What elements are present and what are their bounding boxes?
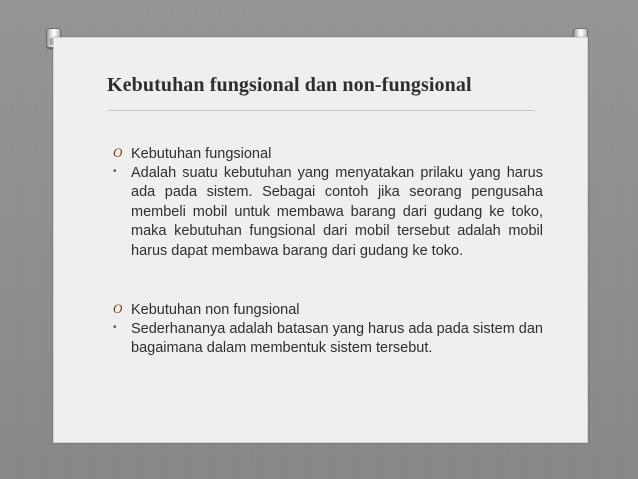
section-body: Adalah suatu kebutuhan yang menyatakan prilaku yang harus ada pada sistem. Sebagai contoh jika seorang pengusaha membeli mobil untuk membawa barang dari gudang ke toko, maka kebutuhan fungsional dari mobil tersebut adalah mobil harus dapat membawa barang dari gudang ke toko. [131,165,543,259]
section-body-row [113,164,541,261]
section-functional [113,145,541,261]
body-bullet-icon: • [113,166,117,177]
title-divider [107,110,535,111]
section-heading: Kebutuhan non fungsional [131,302,300,318]
heading-bullet-icon: O [113,301,123,316]
section-body: Sederhananya adalah batasan yang harus ada pada sistem dan bagaimana dalam membentuk sistem tersebut. [131,321,543,357]
body-bullet-icon: • [113,322,117,333]
section-body-row [113,320,541,359]
section-heading-row [113,301,541,320]
section-nonfunctional [113,301,541,359]
section-heading: Kebutuhan fungsional [131,146,272,162]
section-heading-row [113,145,541,164]
heading-bullet-icon: O [113,145,123,160]
slide-title: Kebutuhan fungsional dan non-fungsional [107,74,472,96]
